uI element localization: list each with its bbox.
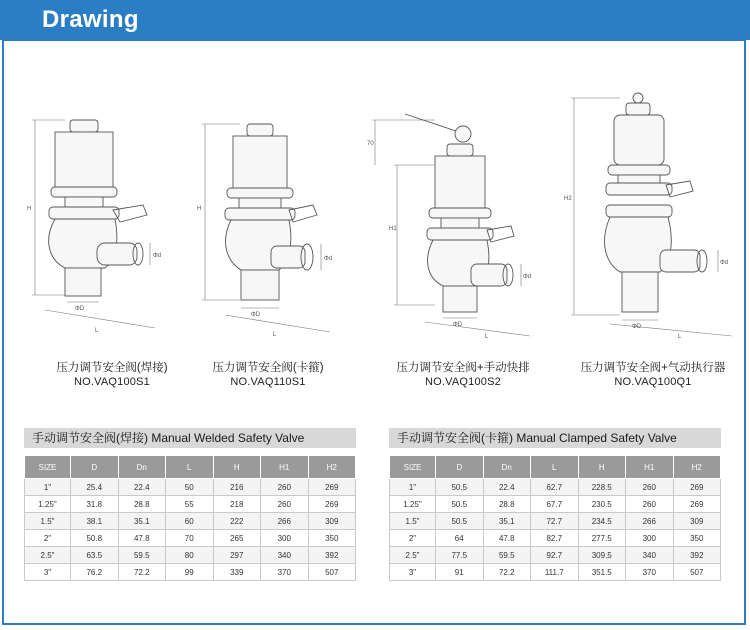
size-cell: 2" [25,530,71,547]
column-header: H2 [308,456,356,479]
drawing-dim-label: 70 [367,141,374,147]
table-cell: 22.4 [118,479,166,496]
drawing-dim-label: H1 [389,226,397,232]
table-cell: 297 [213,547,261,564]
table-row [390,513,721,530]
table-cell: 260 [626,496,674,513]
table-cell: 507 [308,564,356,581]
valve-drawing-pneumatic [560,90,740,340]
table-cell: 99 [166,564,214,581]
valve-drawing-manual-exhaust [365,100,540,340]
size-cell: 1" [25,479,71,496]
table-cell: 339 [213,564,261,581]
table-cell: 309.5 [578,547,626,564]
table-cell: 60 [166,513,214,530]
drawing-model-number: NO.VAQ110S1 [230,376,306,388]
table-cell: 507 [673,564,721,581]
column-header: H [578,456,626,479]
column-header: SIZE [25,456,71,479]
drawing-dim-label: Φd [523,274,532,280]
table-header-row [390,456,721,479]
table-row [25,564,356,581]
table-cell: 218 [213,496,261,513]
drawing-model-number: NO.VAQ100S1 [74,376,150,388]
size-cell: 3" [25,564,71,581]
table-cell: 350 [673,530,721,547]
table-cell: 77.5 [436,547,484,564]
size-cell: 1" [390,479,436,496]
table-body [390,479,721,581]
table-cell: 265 [213,530,261,547]
table-cell: 25.4 [71,479,119,496]
table-cell: 269 [308,479,356,496]
drawing-dim-label: H [197,206,202,212]
drawing-dim-label: ΦD [632,324,642,330]
table-cell: 234.5 [578,513,626,530]
table-row [390,496,721,513]
drawing-dim-label: L [273,332,277,338]
table-cell: 216 [213,479,261,496]
table-cell: 55 [166,496,214,513]
table-cell: 222 [213,513,261,530]
spec-table-welded [24,455,356,581]
drawing-caption: 压力调节安全阀(焊接) [56,362,168,374]
table-cell: 92.7 [531,547,579,564]
drawing-dim-label: L [485,334,489,340]
table-cell: 28.8 [483,496,531,513]
table-cell: 72.2 [118,564,166,581]
table-cell: 309 [673,513,721,530]
table-cell: 300 [626,530,674,547]
table-cell: 370 [626,564,674,581]
table-cell: 50.5 [436,479,484,496]
table-cell: 67.7 [531,496,579,513]
table-row [25,530,356,547]
table-row [25,479,356,496]
valve-drawing-clamped [195,110,355,340]
table-cell: 300 [261,530,309,547]
table-title-clamped: 手动调节安全阀(卡箍) Manual Clamped Safety Valve [389,428,721,448]
drawing-caption: 压力调节安全阀+气动执行器 [580,362,726,374]
table-cell: 260 [261,479,309,496]
size-cell: 1.5" [390,513,436,530]
size-cell: 1.25" [390,496,436,513]
size-cell: 1.25" [25,496,71,513]
column-header: H1 [626,456,674,479]
table-cell: 47.8 [483,530,531,547]
column-header: D [71,456,119,479]
table-cell: 38.1 [71,513,119,530]
column-header: SIZE [390,456,436,479]
table-cell: 59.5 [483,547,531,564]
size-cell: 2" [390,530,436,547]
column-header: H1 [261,456,309,479]
table-cell: 70 [166,530,214,547]
table-cell: 35.1 [118,513,166,530]
table-cell: 50 [166,479,214,496]
drawing-dim-label: ΦD [251,312,261,318]
drawing-dim-label: H [27,206,32,212]
drawing-dim-label: L [95,328,99,334]
table-cell: 50.8 [71,530,119,547]
table-cell: 260 [261,496,309,513]
spec-table-clamped [389,455,721,581]
table-cell: 22.4 [483,479,531,496]
table-cell: 50.5 [436,513,484,530]
size-cell: 2.5" [25,547,71,564]
drawing-dim-label: ΦD [75,306,85,312]
table-cell: 230.5 [578,496,626,513]
table-cell: 91 [436,564,484,581]
size-cell: 3" [390,564,436,581]
table-cell: 392 [673,547,721,564]
table-cell: 76.2 [71,564,119,581]
table-cell: 31.8 [71,496,119,513]
table-cell: 309 [308,513,356,530]
column-header: Dn [483,456,531,479]
table-cell: 28.8 [118,496,166,513]
column-header: L [531,456,579,479]
drawing-dim-label: Φd [153,253,162,259]
table-cell: 64 [436,530,484,547]
drawing-caption: 压力调节安全阀+手动快排 [396,362,530,374]
table-cell: 59.5 [118,547,166,564]
drawing-dim-label: L [678,334,682,340]
table-cell: 277.5 [578,530,626,547]
table-row [25,513,356,530]
table-cell: 228.5 [578,479,626,496]
table-cell: 62.7 [531,479,579,496]
table-cell: 392 [308,547,356,564]
table-cell: 72.7 [531,513,579,530]
table-cell: 80 [166,547,214,564]
table-cell: 111.7 [531,564,579,581]
table-cell: 351.5 [578,564,626,581]
page-title: Drawing [42,6,139,33]
column-header: D [436,456,484,479]
column-header: Dn [118,456,166,479]
table-cell: 266 [261,513,309,530]
table-cell: 340 [626,547,674,564]
column-header: H [213,456,261,479]
table-row [390,479,721,496]
size-cell: 2.5" [390,547,436,564]
table-cell: 350 [308,530,356,547]
column-header: H2 [673,456,721,479]
table-row [25,496,356,513]
table-title-welded: 手动调节安全阀(焊接) Manual Welded Safety Valve [24,428,356,448]
table-cell: 35.1 [483,513,531,530]
table-cell: 50.5 [436,496,484,513]
table-cell: 63.5 [71,547,119,564]
drawing-dim-label: Φd [720,260,729,266]
table-row [390,564,721,581]
drawing-dim-label: ΦD [453,322,463,328]
table-cell: 269 [673,479,721,496]
table-body [25,479,356,581]
drawing-caption: 压力调节安全阀(卡箍) [212,362,324,374]
table-cell: 260 [626,479,674,496]
drawing-dim-label: H2 [564,196,572,202]
table-cell: 269 [673,496,721,513]
table-cell: 269 [308,496,356,513]
drawing-dim-label: Φd [324,256,333,262]
valve-drawing-welded [25,110,185,340]
table-row [390,547,721,564]
header-bar [0,0,750,40]
table-row [390,530,721,547]
table-header-row [25,456,356,479]
table-cell: 72.2 [483,564,531,581]
table-cell: 340 [261,547,309,564]
table-cell: 47.8 [118,530,166,547]
size-cell: 1.5" [25,513,71,530]
table-cell: 82.7 [531,530,579,547]
drawing-model-number: NO.VAQ100Q1 [614,376,692,388]
table-cell: 370 [261,564,309,581]
table-row [25,547,356,564]
column-header: L [166,456,214,479]
drawing-model-number: NO.VAQ100S2 [425,376,501,388]
table-cell: 266 [626,513,674,530]
